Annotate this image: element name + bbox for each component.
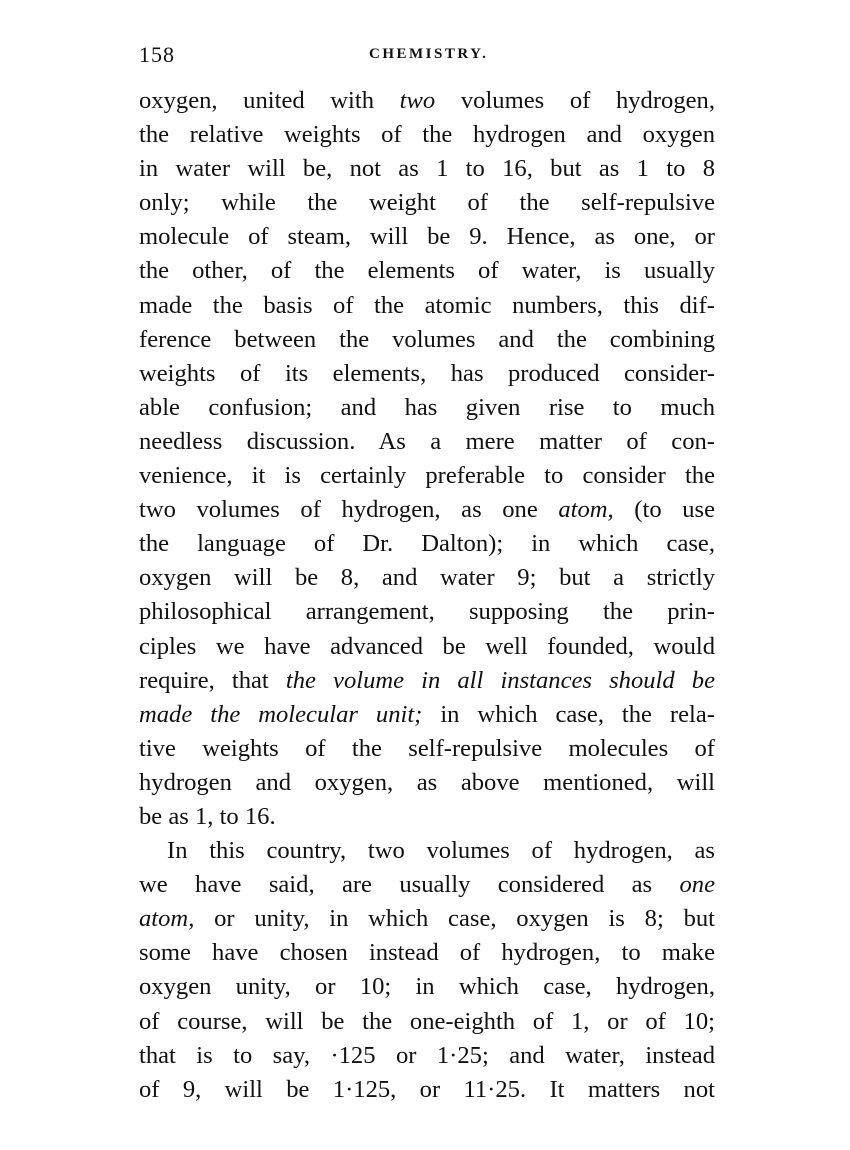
text-line (139, 595, 715, 629)
text-segment: hydrogen and oxygen, as above mentioned, will (139, 768, 715, 796)
text-segment: only; while the weight of the self-repulsive (139, 189, 715, 217)
text-segment: volumes of hydrogen, (435, 87, 715, 114)
text-segment: the language of Dr. Dalton); in which case, (139, 530, 715, 558)
text-line (139, 254, 715, 288)
text-segment: in which case, the rela- (422, 700, 715, 728)
text-line (139, 118, 715, 152)
text-segment: made the basis of the atomic numbers, this dif- (139, 291, 715, 319)
text-line (139, 459, 715, 493)
text-segment: (to use (613, 496, 716, 524)
text-segment: oxygen unity, or 10; in which case, hydrogen, (139, 973, 715, 1001)
text-segment: be as 1, to 16. (139, 802, 276, 830)
text-segment: In this country, two volumes of hydrogen, as (167, 837, 715, 865)
italic-text: two (399, 87, 436, 114)
text-line (139, 936, 715, 970)
text-line (139, 868, 715, 902)
text-line (139, 391, 715, 425)
page-header (139, 42, 715, 76)
text-line (139, 902, 715, 936)
text-segment: tive weights of the self-repulsive molecules of (139, 734, 715, 762)
text-line (139, 766, 715, 800)
text-segment: venience, it is certainly preferable to consider the (139, 462, 715, 490)
text-segment: or unity, in which case, oxygen is 8; but (194, 905, 715, 933)
text-segment: require, that (139, 666, 286, 694)
text-segment: able confusion; and has given rise to much (139, 393, 715, 421)
body-text (139, 84, 715, 1107)
text-line (139, 186, 715, 220)
text-segment: that is to say, ·125 or 1·25; and water, instead (139, 1041, 715, 1069)
text-line (139, 527, 715, 561)
text-segment: ference between the volumes and the combining (139, 325, 715, 353)
text-segment: of course, will be the one-eighth of 1, or of 10; (139, 1007, 715, 1035)
text-line (139, 220, 715, 254)
text-line (139, 561, 715, 595)
running-title: CHEMISTRY. (369, 46, 489, 62)
text-segment: needless discussion. As a mere matter of con- (139, 427, 715, 455)
text-line (139, 800, 715, 834)
text-line (139, 664, 715, 698)
italic-text: atom, (558, 496, 614, 524)
italic-text: atom, (139, 905, 195, 933)
text-line (139, 970, 715, 1004)
text-line (139, 834, 715, 868)
text-line (139, 323, 715, 357)
text-line (139, 1073, 715, 1107)
text-line (139, 152, 715, 186)
text-segment: oxygen, united with (139, 87, 400, 114)
text-line (139, 732, 715, 766)
italic-text: the volume in all instances should be (285, 666, 715, 694)
page-number: 158 (139, 42, 175, 67)
text-segment: philosophical arrangement, supposing the prin- (139, 598, 715, 626)
text-line (139, 698, 715, 732)
text-segment: the other, of the elements of water, is usually (139, 257, 715, 285)
text-segment: molecule of steam, will be 9. Hence, as one, or (139, 223, 715, 251)
text-segment: oxygen will be 8, and water 9; but a strictly (139, 564, 715, 592)
text-segment: we have said, are usually considered as (139, 871, 680, 899)
italic-text: made the molecular unit; (139, 700, 423, 728)
text-line (139, 84, 715, 118)
text-line (139, 493, 715, 527)
text-line (139, 289, 715, 323)
text-segment: weights of its elements, has produced consider- (139, 359, 715, 387)
text-segment: of 9, will be 1·125, or 11·25. It matters not (139, 1075, 715, 1103)
text-segment: ciples we have advanced be well founded, would (139, 632, 715, 660)
text-segment: two volumes of hydrogen, as one (139, 496, 559, 524)
text-line (139, 1005, 715, 1039)
text-segment: some have chosen instead of hydrogen, to make (139, 939, 715, 967)
italic-text: one (679, 871, 715, 899)
text-line (139, 425, 715, 459)
text-line (139, 357, 715, 391)
text-line (139, 630, 715, 664)
text-segment: in water will be, not as 1 to 16, but as 1 to 8 (139, 155, 715, 183)
text-segment: the relative weights of the hydrogen and oxygen (139, 121, 715, 149)
text-line (139, 1039, 715, 1073)
